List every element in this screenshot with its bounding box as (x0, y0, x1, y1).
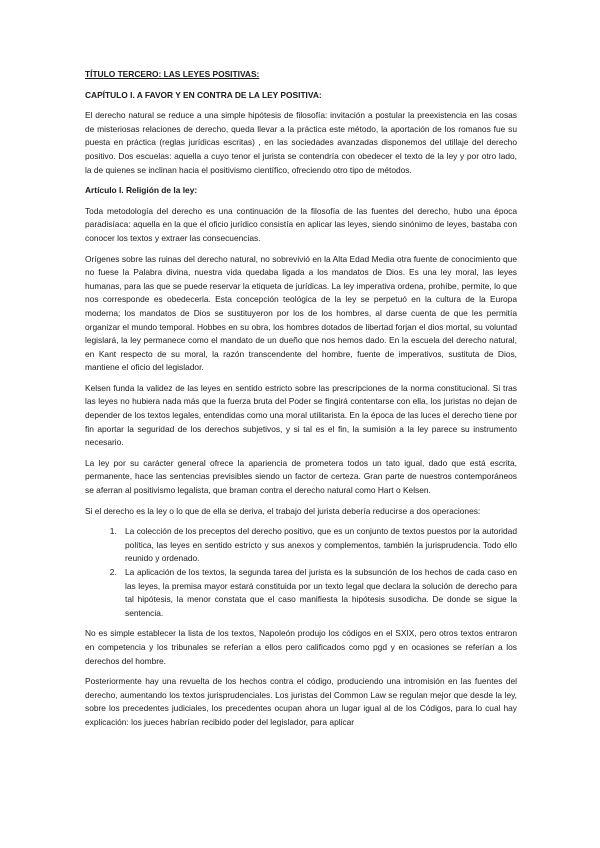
article-heading: Artículo I. Religión de la ley: (85, 185, 198, 196)
paragraph: Kelsen funda la validez de las leyes en sentido estricto sobre las prescripciones de la norma constitucional. Si tras las leyes no hubiera nada más que la fuerza bruta del Poder se fingirá contentarse con ella, los juristas no dejan de depender de los textos legales, entendidas como una moral utilitarista. En la época de las luces el derecho tiene por fin aportar la seguridad de los derechos subjetivos, y si tal es el fin, la sumisión a la ley parece su instrumento necesario. (85, 382, 517, 448)
paragraph: Posteriormente hay una revuelta de los hechos contra el código, produciendo una intromisión en las fuentes del derecho, aumentando los textos jurisprudenciales. Los juristas del Common Law se regulan mejor que desde la ley, sobre los precedentes judiciales, los precedentes ocupan ahora un lugar igual al de los Códigos, para lo cual hay explicación: los jueces habrían recibido poder del legislador, para aplicar (85, 676, 517, 727)
chapter-heading: CAPÍTULO I. A FAVOR Y EN CONTRA DE LA LEY POSITIVA: (85, 89, 322, 100)
paragraph: No es simple establecer la lista de los textos, Napoleón produjo los códigos en el SXIX, pero otros textos entraron en competencia y los tribunales se referían a ellos pero calificados como pgd y en ocasiones se referían a los derechos del hombre. (85, 628, 517, 666)
intro-paragraph: El derecho natural se reduce a una simple hipótesis de filosofía: invitación a postular la preexistencia en las cosas de misteriosas relaciones de derecho, queda llevar a la práctica este método, la aportación de los romanos fue su puesta en práctica (reglas jurídicas escritas) , en las sociedades avanzadas disponemos del utillaje del derecho positivo. Dos escuelas: aquella a cuyo tenor el jurista se contendría con obedecer el texto de la ley y por otro lado, la de quienes se inclinan hacia el positivismo científico, ofreciendo otro tipo de métodos. (85, 110, 517, 175)
list-item: 1. La colección de los preceptos del derecho positivo, que es un conjunto de textos puestos por la autoridad política, las leyes en sentido estricto y sus anexos y complementos, también la jurisprudencia. Todo ello reunido y ordenado. (119, 525, 517, 566)
paragraph: Orígenes sobre las ruinas del derecho natural, no sobrevivió en la Alta Edad Media otra fuente de conocimiento que no fuese la Palabra divina, nuestra vida quedaba ligada a los mandatos de Dios. Es una ley moral, las leyes humanas, para las que se puede reservar la etiqueta de jurídicas. La ley imperativa ordena, prohíbe, permite, lo que nos corresponde es obedecerla. Esta concepción teológica de la ley se perpetuó en la cultura de la Europa moderna; los mandatos de Dios se sustituyeron por los de los hombres, al darse cuenta de que les permitía organizar el mundo temporal. Hobbes en su obra, los hombres dotados de libertad forjan el dios mortal, su voluntad legislará, la ley permanece como el mandato de un dueño que nos hemos dado. En la escuela del derecho natural, en Kant respecto de su moral, la razón transcendente del hombre, fuente de imperativos, sustituta de Dios, mantiene el oficio del legislador. (85, 253, 517, 373)
document-title: TÍTULO TERCERO: LAS LEYES POSITIVAS: (85, 69, 260, 79)
document-page (85, 68, 517, 737)
paragraph: La ley por su carácter general ofrece la apariencia de prometera todos un tato igual, dado que está escrita, permanente, hace las sentencias previsibles siendo un factor de certeza. Gran parte de nuestros contemporáneos se aferran al positivismo legalista, que braman contra el derecho natural como Hart o Kelsen. (85, 457, 517, 496)
operations-list (85, 525, 517, 620)
list-item: 2. La aplicación de los textos, la segunda tarea del jurista es la subsunción de los hechos de cada caso en las leyes, la premisa mayor estará constituida por un texto legal que declara la solución de derecho para tal hipótesis, la menor constata que el caso manifiesta la hipótesis susodicha. De donde se sigue la sentencia. (119, 566, 517, 620)
paragraph: Si el derecho es la ley o lo que de ella se deriva, el trabajo del jurista debería reducirse a dos operaciones: (85, 505, 481, 516)
paragraph: Toda metodología del derecho es una continuación de la filosofía de las fuentes del derecho, hubo una época paradisíaca: aquella en la que el oficio jurídico consistía en aplicar las leyes, siendo sinónimo de leyes, bastaba con conocer los textos y extraer las consecuencias. (85, 205, 517, 243)
